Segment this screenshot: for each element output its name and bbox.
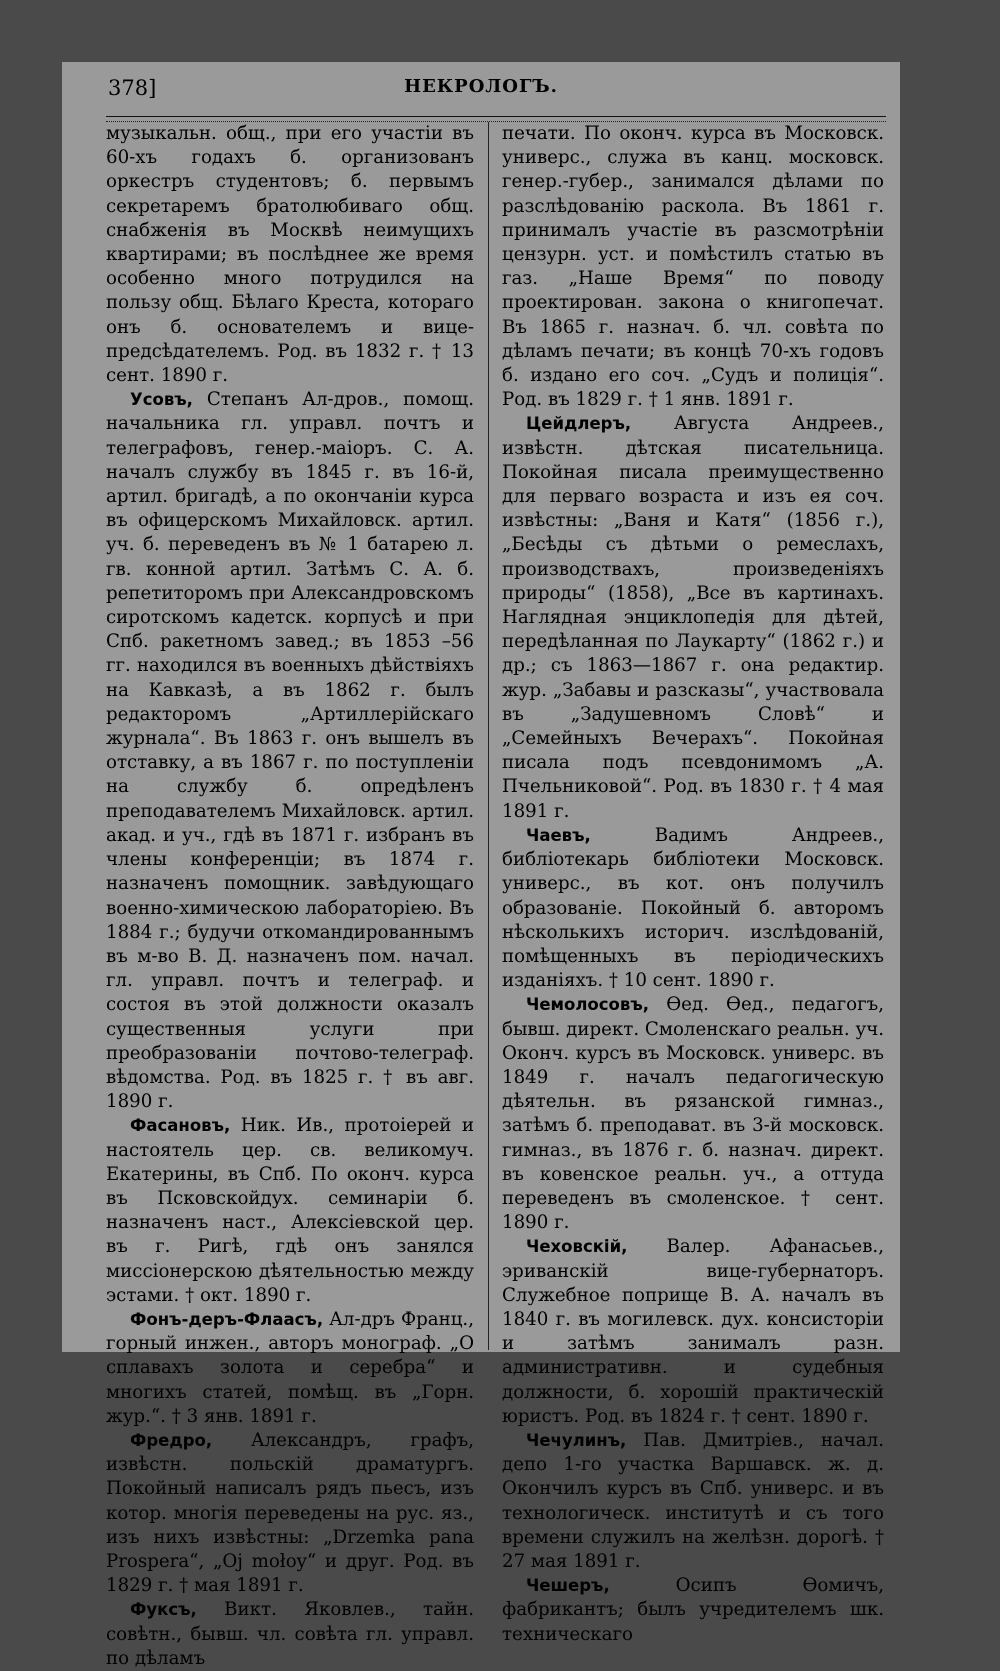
obituary-entry: [502, 412, 884, 823]
entry-name: Чемолосовъ,: [526, 995, 649, 1015]
entry-text: Вадимъ Андреев., библіотекарь библіотеки Московск. универс., въ кот. онъ получилъ образованіе. Покойный б. авторомъ нѣсколькихъ историч. изслѣдованій, помѣщенныхъ въ періодическихъ изданіяхъ. † 10 сент. 1890 г.: [502, 824, 884, 992]
entry-name: Усовъ,: [130, 390, 193, 410]
entry-name: Фуксъ,: [130, 1600, 197, 1620]
left-column: [106, 122, 474, 1671]
entry-text: Валер. Афанасьев., эриванскій вице-губернаторъ. Служебное поприще В. А. началъ въ 1840 г. въ могилевск. дух. консисторіи и затѣмъ занималъ разн. административн. и судебныя должности, б. хорошій практическій юристъ. Род. въ 1824 г. † сент. 1890 г.: [502, 1236, 884, 1427]
entry-text: Ал-дръ Франц., горный инжен., авторъ монограф. „О сплавахъ золота и серебра“ и многихъ статей, помѣщ. въ „Горн. жур.“. † 3 янв. 1891 г.: [106, 1308, 474, 1427]
obituary-entry: печати. По оконч. курса въ Московск. универс., служа въ канц. московск. генер.-губер., занимался дѣлами по разслѣдованію раскола. Въ 1861 г. принималъ участіе въ разсмотрѣніи цензурн. уст. и помѣстилъ статью въ газ. „Наше Время“ по поводу проектирован. закона о книгопечат. Въ 1865 г. назнач. б. чл. совѣта по дѣламъ печати; въ концѣ 70-хъ годовъ б. издано его соч. „Судъ и полиція“. Род. въ 1829 г. † 1 янв. 1891 г.: [502, 123, 884, 411]
entry-text: Пав. Дмитріев., начал. депо 1-го участка Варшавск. ж. д. Окончилъ курсъ въ Спб. универс. и въ технологическ. институтѣ и съ того времени служилъ на желѣзн. дорогѣ. † 27 мая 1891 г.: [502, 1429, 884, 1572]
obituary-entry: [502, 1574, 884, 1647]
entry-text: Степанъ Ал-дров., помощ. начальника гл. управл. почтъ и телеграфовъ, генер.-маіоръ. С. А. началъ службу въ 1845 г. въ 16-й, артил. бригадѣ, а по окончаніи курса въ офицерскомъ Михайловск. артил. уч. б. переведенъ въ № 1 батарею л. гв. конной артил. Затѣмъ С. А. б. репетиторомъ при Александровскомъ сиротскомъ кадетск. корпусѣ и при Спб. ракетномъ завед.; въ 1853 –56 гг. находился въ военныхъ дѣйствіяхъ на Кавказѣ, а въ 1862 г. былъ редакторомъ „Артиллерійскаго журнала“. Въ 1863 г. онъ вышелъ въ отставку, а въ 1867 г. по поступленіи на службу б. опредѣленъ преподавателемъ Михайловск. артил. акад. и уч., гдѣ въ 1871 г. избранъ въ члены конференціи; въ 1874 г. назначенъ помощник. завѣдующаго военно-химическою лабораторіею. Въ 1884 г.; будучи откомандированнымъ въ м-во В. Д. назначенъ пом. начал. гл. управл. почтъ и телеграф. и состоя въ этой должности оказалъ существенныя услуги при преобразованіи почтово-телеграф. вѣдомства. Род. въ 1825 г. † въ авг. 1890 г.: [106, 389, 474, 1113]
obituary-entry: [502, 1235, 884, 1429]
obituary-entry: [502, 1429, 884, 1574]
obituary-entry: музыкальн. общ., при его участіи въ 60-хъ годахъ б. организованъ оркестръ студентовъ; б. первымъ секретаремъ братолюбиваго общ. снабженія въ Москвѣ неимущихъ квартирами; въ послѣднее же время особенно много потрудился на пользу общ. Бѣлаго Креста, котораго онъ б. основателемъ и вице-предсѣдателемъ. Род. въ 1832 г. † 13 сент. 1890 г.: [106, 123, 474, 387]
column-divider: [488, 122, 489, 1350]
entry-name: Фасановъ,: [130, 1116, 231, 1136]
obituary-entry: [106, 1429, 474, 1598]
obituary-entry: [106, 388, 474, 1114]
entry-text: Викт. Яковлев., тайн. совѣтн., бывш. чл. совѣта гл. управл. по дѣламъ: [106, 1599, 474, 1669]
entry-text: Александръ, графъ, извѣстн. польскій драматургъ. Покойный написалъ рядъ пьесъ, изъ котор. многія переведены на рус. яз., изъ нихъ извѣстны: „Drzemka pana Prospera“, „Oj mołoy“ и друг. Род. въ 1829 г. † мая 1891 г.: [106, 1429, 474, 1597]
entry-text: Ѳед. Ѳед., педагогъ, бывш. директ. Смоленскаго реальн. уч. Оконч. курсъ въ Московск. универс. въ 1849 г. началъ педагогическую дѣятельн. въ рязанской гимназ., затѣмъ б. преподават. въ 3-й московск. гимназ., въ 1876 г. б. назнач. директ. въ ковенское реальн. уч., а оттуда переведенъ въ смоленское. † сент. 1890 г.: [502, 994, 884, 1234]
entry-name: Чеховскій,: [526, 1237, 628, 1257]
obituary-entry: [106, 1308, 474, 1429]
entry-name: Чаевъ,: [526, 825, 591, 845]
right-column: [502, 122, 884, 1647]
page-number: 378]: [108, 76, 157, 100]
entry-text: Осипъ Ѳомичъ, фабрикантъ; былъ учредителемъ шк. техническаго: [502, 1575, 884, 1645]
running-title: НЕКРОЛОГЪ.: [404, 76, 558, 97]
entry-name: Чешеръ,: [526, 1576, 610, 1596]
entry-name: Фонъ-деръ-Флаасъ,: [130, 1309, 324, 1329]
obituary-entry: [106, 1598, 474, 1671]
entry-text: Ник. Ив., протоіерей и настоятель цер. св. великомуч. Екатерины, въ Спб. По оконч. курса въ Псковскойдух. семинаріи б. назначенъ наст., Алексіевской цер. въ г. Ригѣ, гдѣ онъ занялся миссіонерскою дѣятельностью между эстами. † окт. 1890 г.: [106, 1115, 474, 1306]
obituary-entry: [502, 824, 884, 993]
book-page: [62, 62, 900, 1669]
entry-name: Чечулинъ,: [526, 1430, 627, 1450]
page-header: [62, 76, 900, 110]
entry-name: Цейдлеръ,: [526, 414, 632, 434]
obituary-entry: [502, 993, 884, 1235]
entry-name: Фредро,: [130, 1430, 213, 1450]
obituary-entry: [106, 1114, 474, 1308]
entry-text: Августа Андреев., извѣстн. дѣтская писательница. Покойная писала преимущественно для перваго возраста и изъ ея соч. извѣстны: „Ваня и Катя“ (1856 г.), „Бесѣды съ дѣтьми о ремеслахъ, производствахъ, произведеніяхъ природы“ (1858), „Все въ картинахъ. Наглядная энциклопедія для дѣтей, передѣланная по Лаукарту“ (1862 г.) и др.; съ 1863—1867 г. она редактир. жур. „Забавы и разсказы“, участвовала въ „Задушевномъ Словѣ“ и „Семейныхъ Вечерахъ“. Покойная писала подъ псевдонимомъ „А. Пчельниковой“. Род. въ 1830 г. † 4 мая 1891 г.: [502, 413, 884, 822]
